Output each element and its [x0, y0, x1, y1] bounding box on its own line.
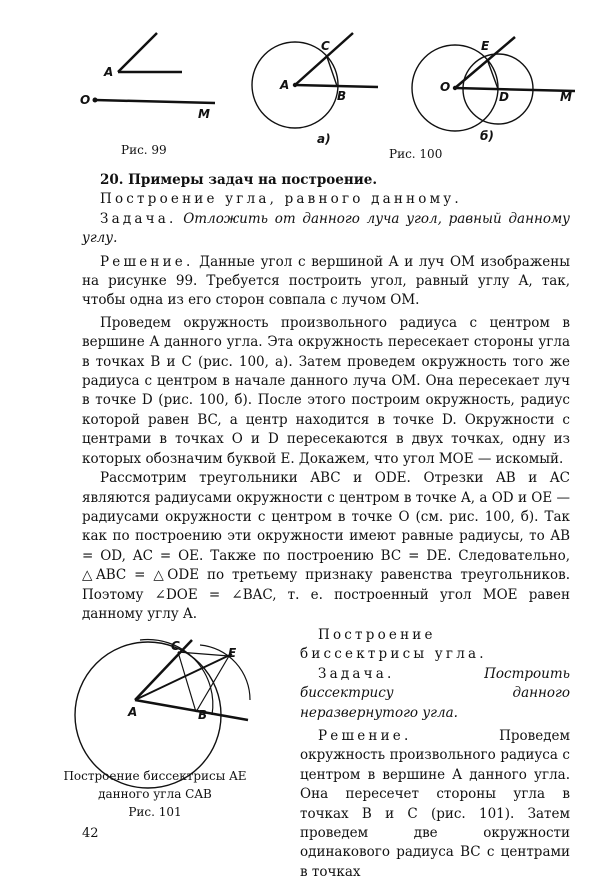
fig101-label-c: C [171, 639, 180, 653]
task-text: Отложить от данного луча угол, равный данному углу. [82, 210, 570, 247]
point-o [93, 98, 98, 103]
fig100b-sublabel: б) [480, 129, 494, 143]
task2-label: Задача. [318, 665, 395, 682]
figure-99 [80, 33, 215, 121]
side-ab-101 [135, 700, 248, 720]
segment-ce [178, 652, 229, 656]
fig101-caption [60, 767, 250, 821]
segment-bc [178, 652, 196, 712]
solution-label: Решение. [100, 253, 194, 270]
fig99-label-o: O [80, 93, 91, 107]
point-o-b [453, 86, 457, 90]
fig100a-label-a: A [280, 78, 290, 92]
solution2-label: Решение. [318, 728, 412, 745]
fig100a-sublabel: а) [317, 132, 331, 146]
fig100a-label-c: C [321, 39, 330, 53]
figure-101 [75, 639, 250, 788]
solution2-text: Проведем окружность произвольного радиуса с центром в вершине A данного угла. Она пересечет стороны угла в точках B и C (рис. 101). Затем проведем две окружности одинакового радиуса BC с центрами в точках [300, 728, 570, 880]
section-heading: 20. Примеры задач на построение. [100, 172, 378, 188]
fig100a-label-b: B [337, 89, 347, 103]
fig99-caption: Рис. 99 [121, 143, 167, 157]
ray-om-b [455, 88, 575, 91]
angle-side-1 [118, 33, 157, 72]
bisector-text [300, 626, 570, 882]
page-number: 42 [82, 826, 99, 841]
paragraph-proof: Рассмотрим треугольники ABC и ODE. Отрезки AB и AC являются радиусами окружности с центром в точке A, а OD и OE — радиусами окружности с центром в точке O (см. рис. 100, б). Так как по построению эти окружности имеют равные радиусы, то AB = OD, AC = OE. Также по построению BC = DE. Следовательно, △ABC = △ODE по третьему признаку равенства треугольников. Поэтому ∠DOE = ∠BAC, т. е. построенный угол MOE равен данному углу A. [82, 470, 570, 622]
fig101-label-a: A [128, 705, 138, 719]
fig101-label-b: B [198, 708, 208, 722]
figure-100b [412, 37, 575, 143]
task-label: Задача. [100, 210, 177, 227]
fig100b-label-d: D [499, 90, 509, 104]
task-paragraph [82, 210, 570, 249]
fig99-label-m: M [198, 107, 210, 121]
solution-text: Данные угол с вершиной A и луч OM изображены на рисунке 99. Требуется построить угол, равный углу A, так, чтобы одна из его сторон совпала с лучом OM. [82, 253, 570, 309]
fig99-label-a: A [104, 65, 114, 79]
solution-paragraph [82, 253, 570, 311]
fig101-caption-line2: данного угла CAB [98, 787, 212, 801]
ray-om [95, 100, 215, 103]
fig100b-label-m: M [560, 90, 572, 104]
fig100b-label-e: E [481, 39, 490, 53]
main-text [82, 171, 570, 624]
fig100b-label-o: O [440, 80, 451, 94]
task2-text: Построить биссектрису данного неразвернутого угла. [300, 665, 570, 721]
fig100-caption: Рис. 100 [389, 147, 443, 161]
solution2-paragraph [300, 727, 570, 882]
fig101-label-e: E [228, 646, 237, 660]
subtitle-bisector: Построение биссектрисы угла. [300, 627, 487, 663]
figure-100a [252, 33, 378, 146]
subtitle-angle-copy: Построение угла, равного данному. [100, 191, 462, 208]
paragraph-construction: Проведем окружность произвольного радиуса с центром в вершине A данного угла. Эта окружность пересекает стороны угла в точках B и C (рис. 100, а). Затем проведем окружность того же радиуса с центром в начале данного луча OM. Она пересекает луч в точке D (рис. 100, б). После этого построим окружность, радиус которой равен BC, а центр находится в точке D. Окружности с центрами в точках O и D пересекаются в двух точках, одну из которых обозначим буквой E. Докажем, что угол MOE — искомый. [82, 314, 570, 467]
point-a [293, 83, 297, 87]
task2-paragraph [300, 665, 570, 723]
fig101-caption-line1: Построение биссектрисы AE [63, 769, 247, 783]
fig101-caption-line3: Рис. 101 [128, 805, 182, 819]
